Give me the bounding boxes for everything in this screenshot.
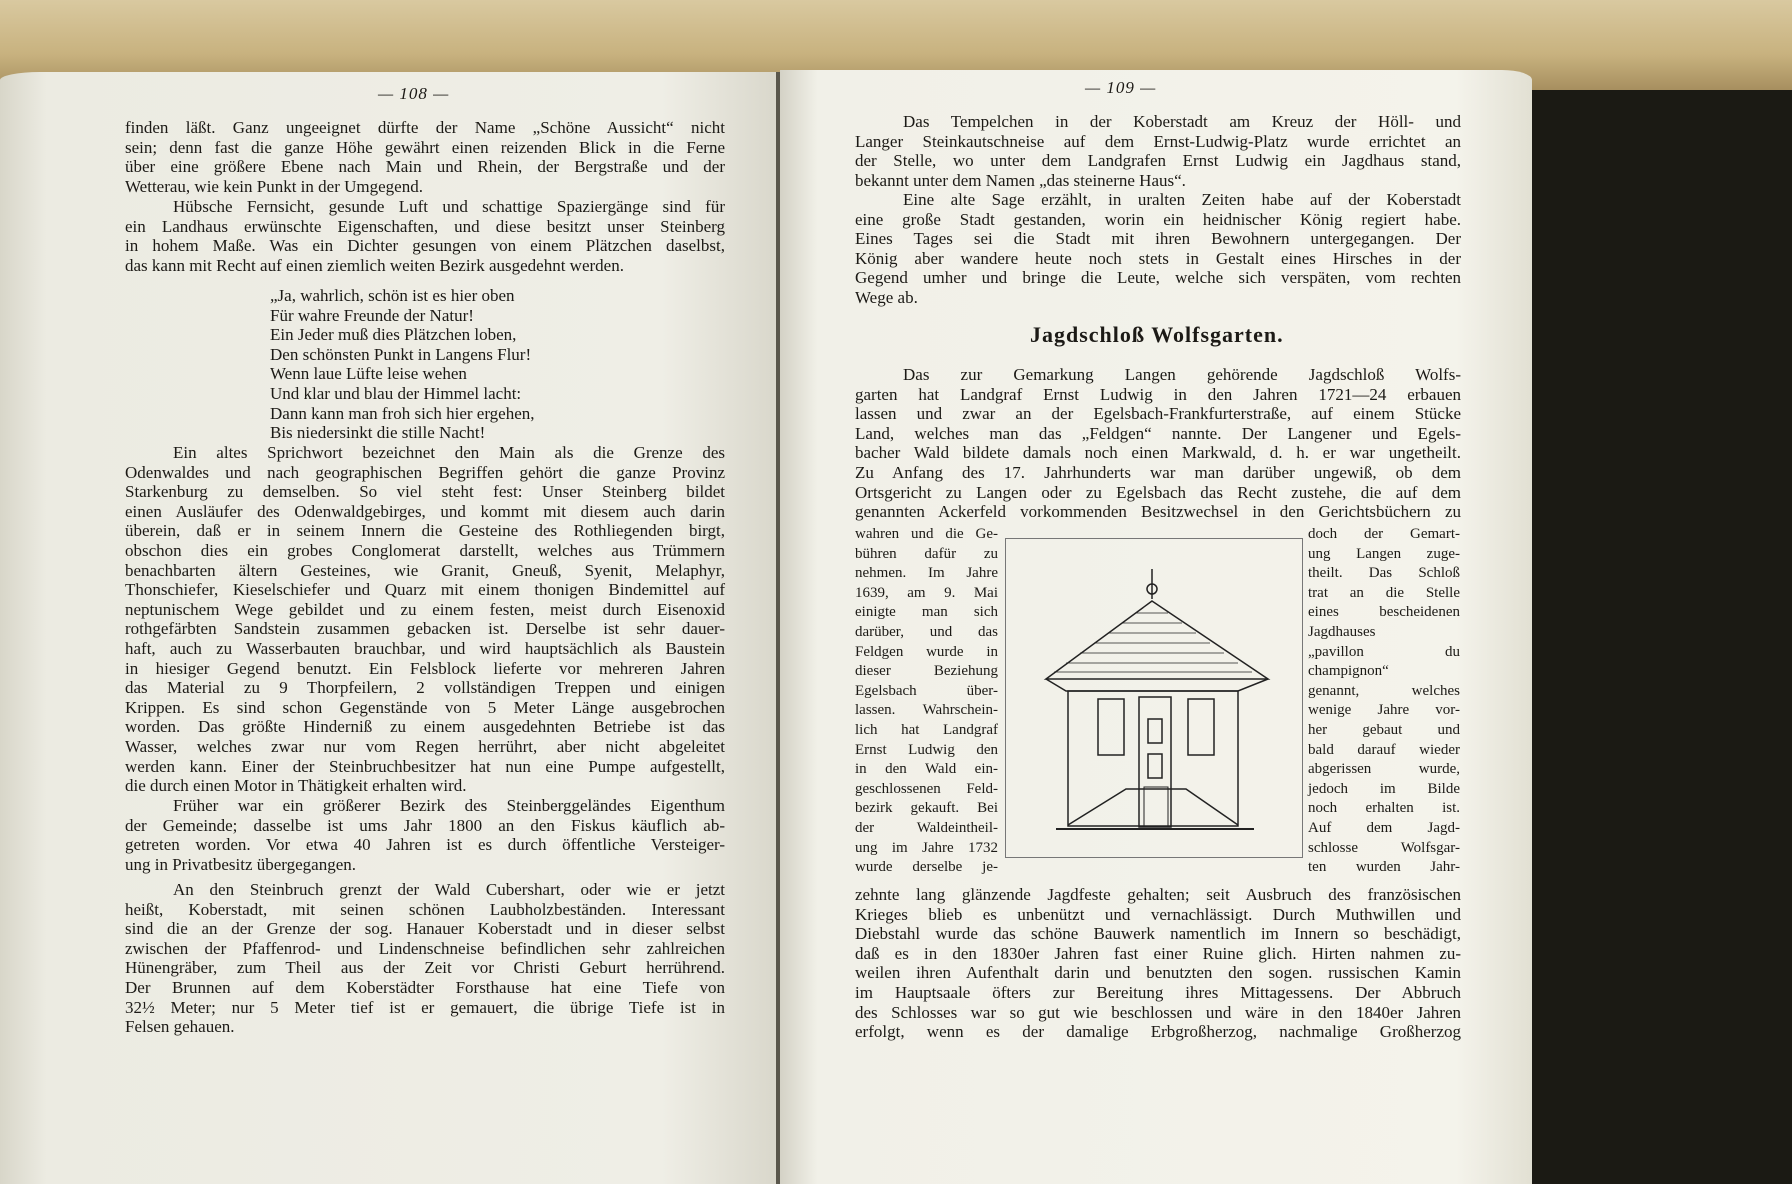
text-line: Ein Jeder muß dies Plätzchen loben, [270,325,517,345]
text-line: dieser Beziehung [855,663,998,680]
text-line: der Gemeinde; dasselbe ist ums Jahr 1800 an den Fiskus käuflich ab- [125,815,725,835]
text-line: Langer Steinkautschneise auf dem Ernst-Ludwig-Platz wurde errichtet an [855,131,1461,151]
text-line: einen Ausläufer des Odenwaldgebirges, und kommt mit diesem auch darin [125,501,725,521]
text-line: Früher war ein größerer Bezirk des Steinberggeländes Eigenthum [173,796,725,815]
text-line: Felsen gehauen. [125,1017,235,1037]
text-line: Für wahre Freunde der Natur! [270,305,474,325]
text-line: getreten worden. Vor etwa 40 Jahren ist es durch öffentliche Versteiger- [125,835,725,855]
text-line: „pavillon du [1308,643,1460,660]
text-line: obschon dies ein grobes Conglomerat darstellt, welches aus Trümmern [125,540,725,560]
text-line: Wasser, welches zwar nur vom Regen herrührt, aber nicht abgeleitet [125,736,725,756]
text-line: in den Wald ein- [855,761,998,778]
text-line: Den schönsten Punkt in Langens Flur! [270,344,532,364]
text-line: lich hat Landgraf [855,721,998,738]
paragraph-column-right [1308,525,1460,878]
text-line: Auf dem Jagd- [1308,819,1460,836]
pavilion-drawing [1006,539,1302,857]
text-line: ung in Privatbesitz übergegangen. [125,854,357,874]
text-line: Gegend umher und bringe die Leute, welche sich verspäten, vom rechten [855,268,1461,288]
text-line: in hohem Maße. Was ein Dichter gesungen von einem Plätzchen daselbst, [125,236,725,256]
text-line: benachbarten ältern Gesteines, wie Granit, Gneuß, Syenit, Melaphyr, [125,560,725,580]
text-line: schlosse Wolfsgar- [1308,839,1460,856]
text-line: Das Tempelchen in der Koberstadt am Kreuz der Höll- und [903,112,1461,131]
text-line: bekannt unter dem Namen „das steinerne Haus“. [855,170,1186,190]
paragraph [125,796,725,874]
text-line: sind die an der Grenze der sog. Hanauer Koberstadt und in dieser selbst [125,919,725,939]
text-line: zehnte lang glänzende Jagdfeste gehalten; seit Ausbruch des französischen [855,885,1461,904]
text-line: eines bescheidenen [1308,604,1460,621]
text-line: zwischen der Pfaffenrod- und Lindenschneise befindlichen sehr zahlreichen [125,938,725,958]
text-line: sein; denn fast die ganze Höhe gewährt einen reizenden Blick in die Ferne [125,137,725,157]
text-line: Ein altes Sprichwort bezeichnet den Main als die Grenze des [173,443,725,462]
text-line: König aber wandere heute noch stets in Gestalt eines Hirsches in der [855,248,1461,268]
text-line: des Schlosses war so gut wie beschlossen und wäre in den 1840er Jahren [855,1002,1461,1022]
text-line: jedoch im Bilde [1308,780,1460,797]
text-line: Hübsche Fernsicht, gesunde Luft und schattige Spaziergänge sind für [173,197,725,216]
text-line: ung Langen zuge- [1308,545,1460,562]
text-line: ung im Jahre 1732 [855,839,998,856]
text-line: champignon“ [1308,663,1389,680]
text-line: Diebstahl wurde das schöne Bauwerk namentlich im Innern so beschädigt, [855,924,1461,944]
paragraph [125,118,725,196]
text-line: rothgefärbten Sandstein zusammen gebacken ist. Derselbe ist sehr dauer- [125,619,725,639]
text-line: Eines Tages sei die Stadt mit ihren Bewohnern untergegangen. Der [855,229,1461,249]
paragraph [125,880,725,1037]
book-gutter [776,72,780,1184]
text-line: Feldgen wurde in [855,643,998,660]
text-line: her gebaut und [1308,721,1460,738]
text-line: geschlossenen Feld- [855,780,998,797]
text-line: die durch einen Motor in Thätigkeit erhalten wird. [125,776,467,796]
text-line: wahren und die Ge- [855,526,998,542]
text-line: doch der Gemart- [1308,526,1460,542]
text-line: über eine größere Ebene nach Main und Rhein, der Bergstraße und der [125,157,725,177]
text-line: genannten Ackerfeld vorkommenden Besitzwechsel in den Gerichtsbüchern zu [855,502,1461,522]
text-line: Ernst Ludwig den [855,741,998,758]
text-line: der Stelle, wo unter dem Landgrafen Ernst Ludwig ein Jagdhaus stand, [855,151,1461,171]
text-line: 1639, am 9. Mai [855,584,998,601]
text-line: Land, welches man das „Feldgen“ nannte. Der Langener und Egels- [855,423,1461,443]
text-line: bacher Wald bildete damals noch einen Markwald, d. h. er war ungetheilt. [855,443,1461,463]
text-line: weilen ihren Aufenthalt darin und benutzten den sogen. russischen Kamin [855,963,1461,983]
text-line: Krippen. Es sind schon Gegenstände von 5 Meter Länge ausgebrochen [125,697,725,717]
text-line: Dann kann man froh sich hier ergehen, [270,403,535,423]
section-heading: Jagdschloß Wolfsgarten. [1030,322,1284,347]
text-line: abgerissen wurde, [1308,761,1460,778]
text-line: „Ja, wahrlich, schön ist es hier oben [270,286,515,305]
page-number-left: — 108 — [378,84,450,103]
text-line: darüber, und das [855,623,998,640]
text-line: das kann mit Recht auf einen ziemlich weiten Bezirk ausgedehnt werden. [125,255,624,275]
text-line: Wetterau, wie kein Punkt in der Umgegend. [125,176,423,196]
text-line: eine große Stadt gestanden, worin ein heidnischer König regiert habe. [855,209,1461,229]
text-line: neptunischem Wege gebildet und zu einem festen, meist durch Eisenoxid [125,599,725,619]
text-line: Zu Anfang des 17. Jahrhunderts war man darüber ungewiß, ob dem [855,462,1461,482]
text-line: theilt. Das Schloß [1308,565,1460,582]
text-line: Thonschiefer, Kieselschiefer und Quarz mit einem thonigen Bindemittel auf [125,580,725,600]
text-line: lassen. Wahrschein- [855,702,998,719]
text-line: werden kann. Einer der Steinbruchbesitzer hat nun eine Pumpe aufgestellt, [125,756,725,776]
text-line: garten hat Landgraf Ernst Ludwig in den Jahren 1721—24 erbauen [855,384,1461,404]
text-line: Jagdhauses [1308,623,1376,640]
text-line: das Material zu 9 Thorpfeilern, 2 vollständigen Treppen und einigen [125,678,725,698]
text-line: Bis niedersinkt die stille Nacht! [270,423,486,443]
text-line: bald darauf wieder [1308,741,1460,758]
text-line: 32½ Meter; nur 5 Meter tief ist er gemauert, die übrige Tiefe ist in [125,997,725,1017]
text-line: Wenn laue Lüfte leise wehen [270,364,467,384]
paragraph [125,443,725,796]
paragraph-column-left [855,525,998,878]
paragraph [855,190,1461,308]
paragraph [855,365,1461,522]
text-line: einigte man sich [855,604,998,621]
text-line: worden. Das größte Hinderniß zu einem ausgedehnten Betriebe ist das [125,717,725,737]
text-line: in hiesiger Gegend benutzt. Ein Felsblock lieferte vor mehreren Jahren [125,658,725,678]
text-line: An den Steinbruch grenzt der Wald Cubershart, oder wie er jetzt [173,880,725,899]
text-line: daß es in den 1830er Jahren fast einer Ruine glich. Hirten nahmen zu- [855,943,1461,963]
text-line: Der Brunnen auf dem Koberstädter Forsthause hat eine Tiefe von [125,977,725,997]
text-line: im Hauptsaale öfters zur Bereitung ihres Mittagessens. Der Abbruch [855,982,1461,1002]
paragraph [125,197,725,275]
text-line: noch erhalten ist. [1308,800,1460,817]
text-line: ein Landhaus erwünschte Eigenschaften, und diese besitzt unser Steinberg [125,216,725,236]
text-line: genannt, welches [1308,682,1460,699]
text-line: bühren dafür zu [855,545,998,562]
text-line: Das zur Gemarkung Langen gehörende Jagdschloß Wolfs- [903,365,1461,384]
poem [270,286,600,443]
text-line: Und klar und blau der Himmel lacht: [270,383,522,403]
text-line: nehmen. Im Jahre [855,565,998,582]
text-line: trat an die Stelle [1308,584,1460,601]
text-line: Wege ab. [855,287,918,307]
text-line: wenige Jahre vor- [1308,702,1460,719]
paragraph [855,885,1461,1042]
pavilion-illustration [1005,538,1303,858]
text-line: Egelsbach über- [855,682,998,699]
text-line: Hünengräber, zum Theil aus der Zeit vor Christi Geburt herrührend. [125,958,725,978]
text-line: Krieges blieb es unbenützt und vernachlässigt. Durch Muthwillen und [855,904,1461,924]
text-line: erfolgt, wenn es der damalige Erbgroßherzog, nachmalige Großherzog [855,1022,1461,1042]
text-line: heißt, Koberstadt, mit seinen schönen Laubholzbeständen. Interessant [125,899,725,919]
text-line: wurde derselbe je- [855,859,998,876]
text-line: ten wurden Jahr- [1308,859,1460,876]
text-line: bezirk gekauft. Bei [855,800,998,817]
text-line: der Waldeintheil- [855,819,998,836]
text-line: Starkenburg zu demselben. So viel steht fest: Unser Steinberg bildet [125,482,725,502]
text-line: lassen und zwar an der Egelsbach-Frankfurterstraße, auf einem Stücke [855,404,1461,424]
paragraph [855,112,1461,190]
page-number-right: — 109 — [1085,78,1157,97]
text-line: finden läßt. Ganz ungeeignet dürfte der Name „Schöne Aussicht“ nicht [125,118,725,137]
text-line: Ortsgericht zu Langen oder zu Egelsbach das Recht zustehe, die auf dem [855,482,1461,502]
text-line: überein, daß er in seinem Innern die Gesteine des Rothliegenden birgt, [125,521,725,541]
text-line: Eine alte Sage erzählt, in uralten Zeiten habe auf der Koberstadt [903,190,1461,209]
text-line: Odenwaldes und nach geographischen Begriffen gehört die ganze Provinz [125,462,725,482]
text-line: haft, auch zu Wasserbauten brauchbar, und wird hauptsächlich als Baustein [125,638,725,658]
